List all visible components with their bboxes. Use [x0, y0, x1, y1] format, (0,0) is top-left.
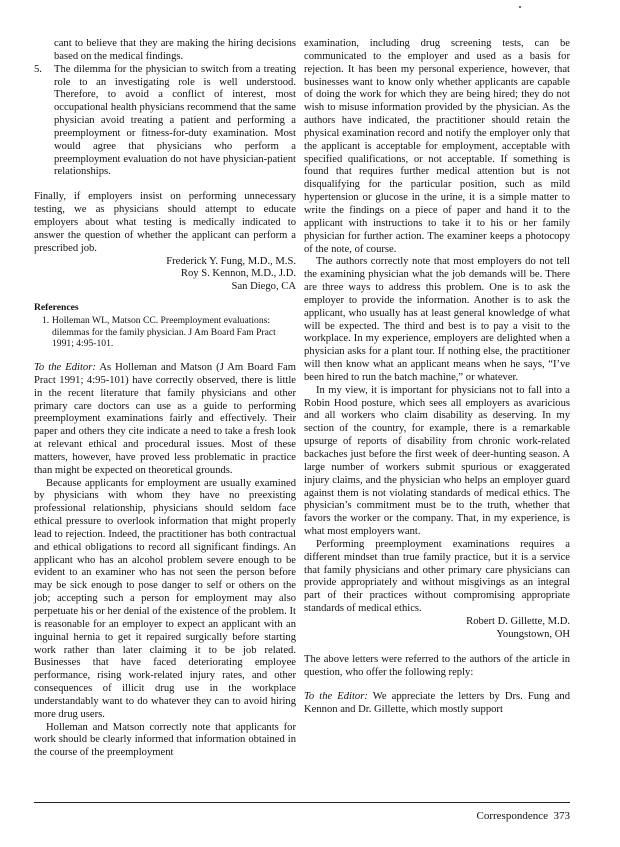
- letter-opening-text: As Holleman and Matson (J Am Board Fam Pract 1991; 4:95-101) have correctly observed, there is little in the recent literature that family physicians and other primary care doctors can use as a guide to performing preemployment examinations fairly and effectively. Their paper and others they cite indicate a need to take a fresh look at relevant ethical and procedural issues. Most of these matters, however, have proved less problematic in practice than might be expected on theoretical grounds.: [34, 361, 296, 476]
- stray-mark: [519, 6, 521, 8]
- to-the-editor-label: To the Editor:: [34, 361, 96, 373]
- list-item: [34, 64, 296, 180]
- letter-opening-paragraph: [34, 362, 296, 478]
- signature-location: Youngstown, OH: [496, 628, 570, 640]
- references-heading: References: [34, 302, 79, 314]
- page-footer: [477, 810, 570, 822]
- body-paragraph: Holleman and Matson correctly note that applicants for work should be clearly informed that information obtained in the course of the preemployment: [34, 721, 296, 759]
- body-paragraph: In my view, it is important for physicians not to fall into a Robin Hood posture, which sees all employers as avaricious and all workers who claim disability as deserving. In my section of the country, for example, there is a remarkable upsurge of reports of disability from chronic work-related backaches just before the first week of deer-hunting season. A large number of workers submit spurious or exaggerated injury claims, and the physician who helps an employer guard against them is not violating standards of medical ethics. The physician’s commitment must be to the truth, whether that favors the worker or the company. That, in my experience, is what most employers want.: [304, 384, 570, 538]
- left-column: [34, 38, 296, 760]
- page-number: 373: [553, 810, 570, 822]
- reply-text: We appreciate the letters by Drs. Fung and Kennon and Dr. Gillette, which mostly support: [304, 691, 570, 716]
- reference-text: Holleman WL, Matson CC. Preemployment evaluations: dilemmas for the family physician. J Am Board Fam Pract 1991; 4:95-101.: [52, 314, 276, 350]
- body-paragraph: Because applicants for employment are usually examined by physicians with whom they have no preexisting professional relationship, physicians should seldom face ethical pressure to overlook information that might properly lead to rejection. Indeed, the practitioner has both contractual and ethical obligations to record all significant findings. An applicant who has an alcohol problem severe enough to be evident to an examiner who has not seen the person before may be sick enough to pose danger to self or others on the job; accepting such a person for employment may also perpetuate his or her denial of the existence of the problem. It is reasonable for an employer to expect an applicant with an inguinal hernia to get it repaired surgically before starting work rather than later claiming it to be job related. Businesses that have faced deteriorating employee performance, rising work-related injury rates, and other consequences of illicit drug use in the workplace understandably want to do whatever they can to avoid hiring more drug users.: [34, 477, 296, 720]
- reference-item: [34, 315, 296, 350]
- list-item-text: The dilemma for the physician to switch from a treating role to an investigating role is well understood. Therefore, to avoid a conflict of interest, most occupational health physicians recommend that the same physician avoid treating a patient and performing a preemployment or fitness-for-duty examination. Most would agree that physicians who perform a preemployment evaluation do not have physician-patient relationships.: [54, 63, 296, 178]
- footer-rule: [34, 802, 570, 803]
- numbered-list: [34, 64, 296, 180]
- body-paragraph: examination, including drug screening tests, can be communicated to the employer and used as a basis for rejection. It has been my personal experience, however, that businesses want to know only whether applicants are capable of doing the work for which they are being hired; they do not wish to misuse information provided by the physician. As the authors have indicated, the practitioner should retain the physical examination record and notify the employer only that the applicant is acceptable for employment, acceptable with specified qualifications, or not acceptable. If something is found that requires further medical attention but is not disqualifying for the particular position, such as mild hypertension or glucose in the urine, it is a simple matter to write the findings on a piece of paper and hand it to the applicant with instructions to take it to his or her family physician for further action. The examiner keeps a photocopy of the note, of course.: [304, 38, 570, 255]
- signature-name: Robert D. Gillette, M.D.: [466, 615, 570, 627]
- editor-note-paragraph: The above letters were referred to the authors of the article in question, who offer the following reply:: [304, 653, 570, 678]
- footer-section: Correspondence: [476, 810, 548, 822]
- finally-paragraph: Finally, if employers insist on performing unnecessary testing, we as physicians should attempt to educate employers about what testing is medically indicated to answer the question of whether the applicant can perform a prescribed job.: [34, 191, 296, 254]
- signature-name: Roy S. Kennon, M.D., J.D.: [180, 268, 296, 280]
- reference-number: 1.: [42, 314, 50, 326]
- right-column: [304, 38, 570, 717]
- body-paragraph: Performing preemployment examinations requires a different mindset than true family practice, but it is a service that family physicians and other primary care physicians can provide appropriately and without misgivings as an integral part of their practices without compromising appropriate standards of medical ethics.: [304, 538, 570, 615]
- continued-paragraph: cant to believe that they are making the hiring decisions based on the medical findings.: [54, 38, 296, 62]
- to-the-editor-label: To the Editor:: [304, 691, 368, 703]
- signature-location: San Diego, CA: [231, 281, 296, 293]
- body-paragraph: The authors correctly note that most employers do not tell the examining physician what the job demands will be. There are three ways to address this problem. One is to ask the employer to provide the information. Another is to ask the applicant, who usually has at least general knowledge of what will be expected. The third and best is to pay a visit to the workplace. In my experience, employers are delighted when a physician asks for a plant tour. If nothing else, the practitioner will then know what an applicant means when he says, “I’ve been hired to run the batch machine,” or whatever.: [304, 256, 570, 383]
- reply-paragraph: [304, 691, 570, 717]
- signature-name: Frederick Y. Fung, M.D., M.S.: [166, 255, 296, 267]
- list-item-number: 5.: [34, 63, 42, 75]
